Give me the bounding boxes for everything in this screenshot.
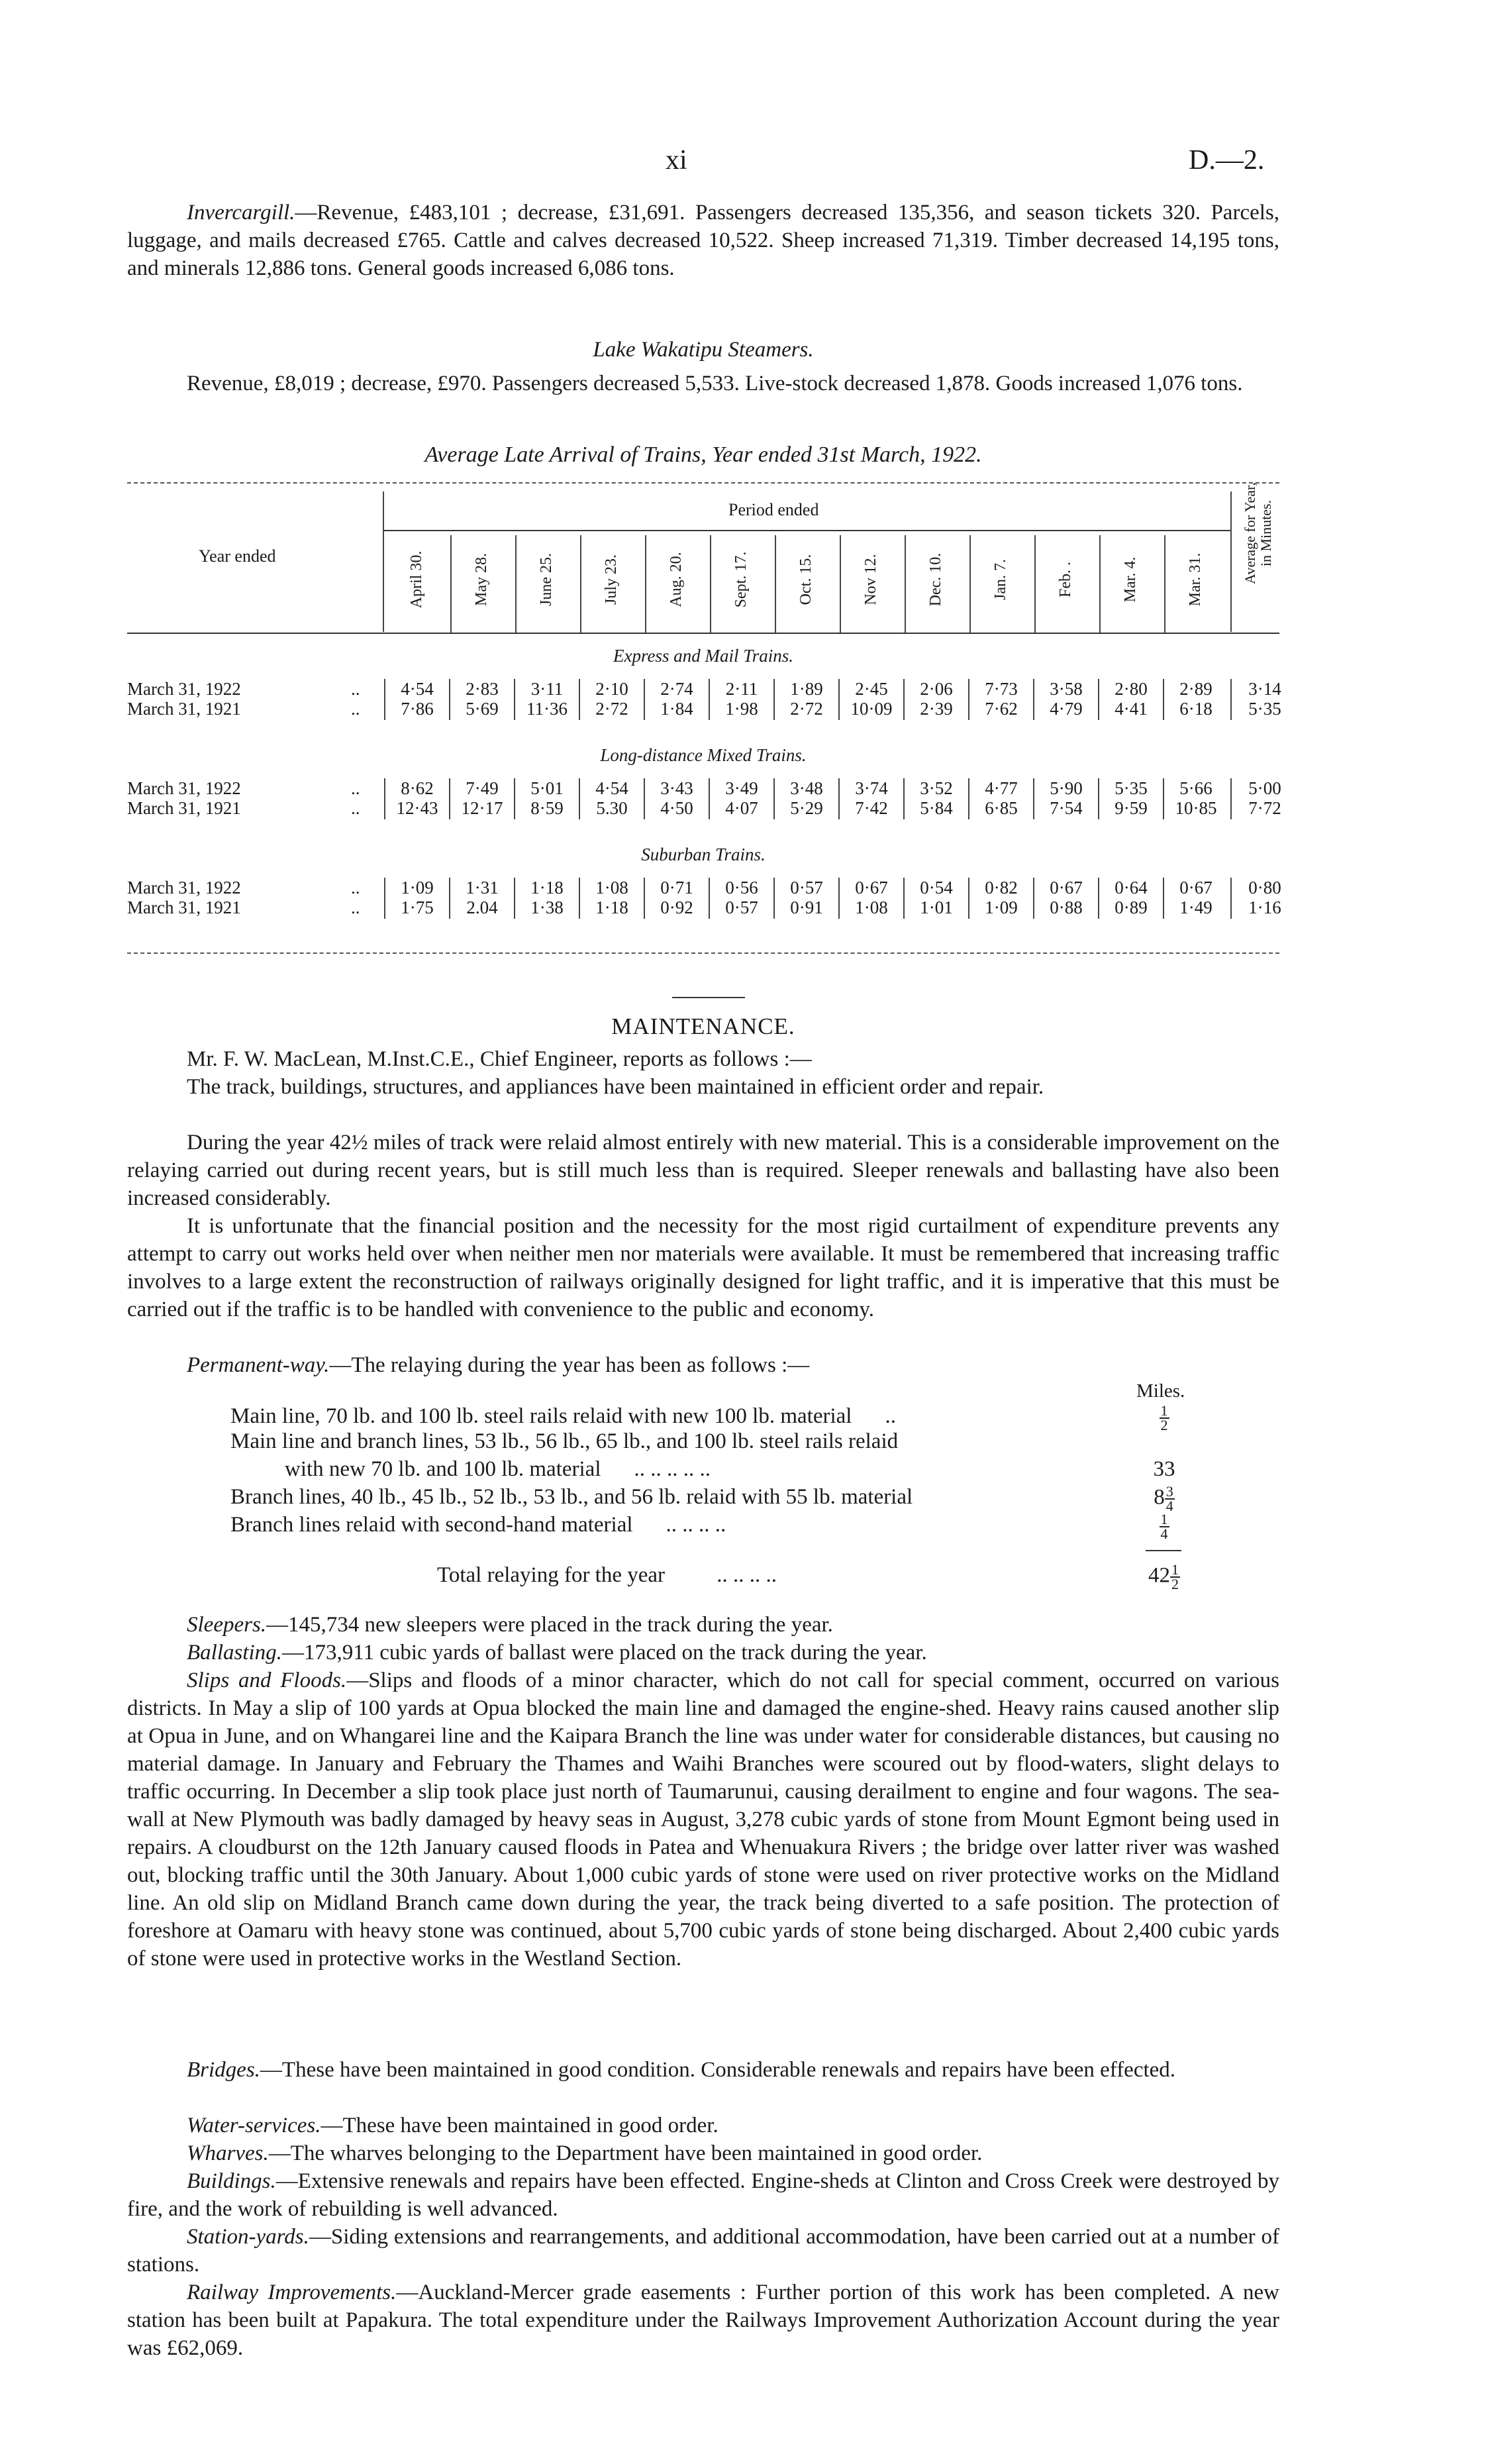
table-cell-rule — [449, 878, 450, 919]
bridges-text: —These have been maintained in good condition. Considerable renewals and repairs have been effected. — [260, 2058, 1176, 2082]
period-column-rule — [775, 535, 776, 633]
permanent-way-text: —The relaying during the year has been as follows :— — [329, 1353, 810, 1377]
period-column-rule — [580, 535, 581, 633]
relaying-row-miles — [1138, 1457, 1191, 1482]
table-cell: 0·67 — [1179, 878, 1213, 898]
maintenance-intro: Mr. F. W. MacLean, M.Inst.C.E., Chief Engineer, reports as follows :— — [187, 1047, 812, 1071]
invercargill-text: —Revenue, £483,101 ; decrease, £31,691. Passengers decreased 135,356, and season tickets 320. Parcels, luggage, and mails decreased £765. Cattle and calves decreased 10,522. Sheep increased 71,319. Timber decreased 14,195 tons, and minerals 12,886 tons. General goods increased 6,086 tons. — [127, 201, 1279, 280]
bridges-paragraph — [127, 2056, 1279, 2084]
table-cell: 0·67 — [1050, 878, 1083, 898]
table-cell: 5·35 — [1114, 778, 1148, 798]
maintenance-heading: MAINTENANCE. — [611, 1013, 795, 1039]
table-cell: 3·11 — [530, 679, 564, 699]
period-column-rule — [1164, 535, 1165, 633]
table-cell: 11·36 — [526, 699, 568, 719]
period-header: Mar. 4. — [1122, 556, 1139, 603]
water-services-paragraph — [127, 2112, 1279, 2139]
relaying-row-miles — [1138, 1485, 1191, 1513]
table-cell-rule — [384, 778, 385, 819]
table-cell: 6·18 — [1179, 699, 1213, 719]
section-divider — [672, 997, 745, 998]
table-cell-rule — [1033, 778, 1034, 819]
table-cell-rule — [579, 778, 580, 819]
table-cell: 8·62 — [401, 778, 434, 798]
table-cell: 4·07 — [725, 798, 758, 818]
page-number: xi — [666, 145, 687, 176]
table-cell-rule — [514, 778, 515, 819]
table-cell-rule — [1033, 679, 1034, 720]
table-average-cell: 0·80 — [1248, 878, 1281, 898]
period-column-rule — [1034, 535, 1036, 633]
total-whole: 42 — [1148, 1563, 1170, 1588]
table-cell: 3·49 — [725, 778, 758, 798]
miles-whole: 33 — [1153, 1457, 1175, 1481]
table-cell: 1·38 — [530, 898, 564, 917]
table-cell: 0·57 — [725, 898, 758, 917]
wharves-text: —The wharves belonging to the Department have been maintained in good order. — [268, 2141, 983, 2165]
header-average-rule — [1230, 491, 1232, 632]
station-yards-title: Station-yards. — [187, 2225, 309, 2249]
table-cell: 1·18 — [530, 878, 564, 898]
relaying-row-text: with new 70 lb. and 100 lb. material — [285, 1457, 601, 1481]
table-average-cell: 7·72 — [1248, 798, 1281, 818]
table-cell-rule — [1230, 679, 1232, 720]
average-column-header: Average for Year, in Minutes. — [1242, 482, 1274, 584]
table-cell-rule — [709, 778, 710, 819]
miles-fraction-den: 4 — [1165, 1498, 1173, 1514]
table-row-label: March 31, 1921 — [127, 798, 241, 818]
water-services-title: Water-services. — [187, 2114, 321, 2137]
table-cell: 4·79 — [1050, 699, 1083, 719]
table-cell-rule — [1163, 679, 1164, 720]
table-row-dots: .. — [351, 699, 360, 719]
table-cell-rule — [773, 878, 775, 919]
maintenance-paragraph-1: The track, buildings, structures, and appliances have been maintained in efficient order and repair. — [187, 1075, 1044, 1099]
table-cell: 7·42 — [855, 798, 888, 818]
total-relaying-value — [1138, 1563, 1191, 1591]
table-cell: 4·41 — [1114, 699, 1148, 719]
table-cell: 1·08 — [855, 898, 888, 917]
table-cell-rule — [903, 778, 905, 819]
period-column-rule — [969, 535, 971, 633]
table-cell-rule — [449, 778, 450, 819]
wakatipu-paragraph: Revenue, £8,019 ; decrease, £970. Passengers decreased 5,533. Live-stock decreased 1,878. Goods increased 1,076 tons. — [187, 372, 1243, 395]
table-cell-rule — [773, 778, 775, 819]
table-cell-rule — [1033, 878, 1034, 919]
table-cell-rule — [384, 878, 385, 919]
table-cell: 2·39 — [920, 699, 953, 719]
table-cell: 0·56 — [725, 878, 758, 898]
table-cell: 0·57 — [790, 878, 823, 898]
relaying-row — [230, 1485, 913, 1510]
water-services-text: —These have been maintained in good order. — [321, 2114, 718, 2137]
period-column-rule — [710, 535, 711, 633]
miles-fraction — [1165, 1485, 1175, 1513]
table-cell: 0·54 — [920, 878, 953, 898]
table-cell-rule — [968, 878, 969, 919]
table-cell-rule — [1163, 878, 1164, 919]
period-header: Nov 12. — [862, 554, 879, 605]
invercargill-paragraph — [127, 199, 1279, 282]
relaying-row-dots: .. .. .. .. .. — [634, 1457, 711, 1481]
table-cell: 5.30 — [596, 798, 628, 818]
table-cell-rule — [1230, 878, 1232, 919]
table-cell: 0·89 — [1114, 898, 1148, 917]
miles-fraction — [1160, 1513, 1169, 1541]
sleepers-paragraph — [127, 1611, 1279, 1639]
period-header: Oct. 15. — [797, 554, 815, 605]
period-header: Jan. 7. — [992, 559, 1009, 600]
table-cell: 1·09 — [401, 878, 434, 898]
period-header: Mar. 31. — [1187, 552, 1204, 607]
table-cell: 12·43 — [396, 798, 438, 818]
station-yards-text: —Siding extensions and rearrangements, and additional accommodation, have been carried out at a number of stations. — [127, 2225, 1279, 2277]
table-cell: 2·10 — [595, 679, 628, 699]
table-cell: 1·01 — [920, 898, 953, 917]
table-cell: 0·88 — [1050, 898, 1083, 917]
table-cell: 3·52 — [920, 778, 953, 798]
table-bottom-rule — [127, 952, 1279, 954]
table-cell-rule — [903, 878, 905, 919]
table-cell-rule — [579, 878, 580, 919]
header-bottom-rule — [127, 633, 1279, 634]
table-row-dots: .. — [351, 898, 360, 917]
table-row-label: March 31, 1921 — [127, 699, 241, 719]
permanent-way-paragraph — [127, 1351, 1279, 1379]
ballasting-text: —173,911 cubic yards of ballast were placed on the track during the year. — [281, 1641, 927, 1665]
period-column-rule — [515, 535, 517, 633]
total-fraction-num: 1 — [1171, 1561, 1179, 1578]
relaying-row — [230, 1513, 726, 1537]
railway-improvements-title: Railway Improvements. — [187, 2281, 397, 2304]
table-cell: 3·43 — [660, 778, 693, 798]
table-cell: 12·17 — [461, 798, 503, 818]
station-yards-paragraph — [127, 2223, 1279, 2279]
wharves-paragraph — [127, 2139, 1279, 2167]
table-cell-rule — [514, 878, 515, 919]
document-reference: D.—2. — [1189, 145, 1265, 176]
table-cell: 4·54 — [401, 679, 434, 699]
table-cell: 1·09 — [985, 898, 1018, 917]
table-cell: 2·80 — [1114, 679, 1148, 699]
period-header: Feb. . — [1057, 562, 1074, 597]
table-cell: 3·74 — [855, 778, 888, 798]
table-cell-rule — [384, 679, 385, 720]
table-cell-rule — [1098, 878, 1099, 919]
period-header: Dec. 10. — [927, 552, 944, 607]
table-cell-rule — [838, 778, 840, 819]
table-cell: 5·90 — [1050, 778, 1083, 798]
relaying-row-miles — [1138, 1513, 1191, 1541]
table-cell: 0·71 — [660, 878, 693, 898]
miles-fraction-den: 2 — [1160, 1417, 1168, 1433]
table-cell: 5·69 — [466, 699, 499, 719]
relaying-row-text: Branch lines, 40 lb., 45 lb., 52 lb., 53 lb., and 56 lb. relaid with 55 lb. material — [230, 1485, 913, 1509]
table-cell-rule — [514, 679, 515, 720]
period-column-rule — [645, 535, 646, 633]
table-cell: 7·54 — [1050, 798, 1083, 818]
miles-fraction-num: 1 — [1160, 1511, 1168, 1527]
table-cell: 1·84 — [660, 699, 693, 719]
period-column-rule — [840, 535, 841, 633]
table-cell: 1·75 — [401, 898, 434, 917]
table-cell: 6·85 — [985, 798, 1018, 818]
relaying-row — [230, 1429, 898, 1454]
miles-header: Miles. — [1136, 1380, 1185, 1402]
total-fraction-den: 2 — [1171, 1576, 1179, 1592]
table-cell: 2·72 — [595, 699, 628, 719]
miles-whole: 8 — [1154, 1485, 1165, 1510]
table-cell: 4·77 — [985, 778, 1018, 798]
table-cell-rule — [1098, 679, 1099, 720]
table-cell: 2·11 — [725, 679, 758, 699]
ballasting-title: Ballasting. — [187, 1641, 282, 1665]
period-column-rule — [905, 535, 906, 633]
table-cell: 2·89 — [1179, 679, 1213, 699]
table-cell: 4·50 — [660, 798, 693, 818]
miles-fraction-num: 1 — [1160, 1402, 1168, 1419]
period-header: Aug. 20. — [668, 552, 685, 607]
buildings-text: —Extensive renewals and repairs have been effected. Engine-sheds at Clinton and Cross Creek were destroyed by fire, and the work of rebuilding is well advanced. — [127, 2169, 1279, 2221]
relaying-row-text: Branch lines relaid with second-hand material — [230, 1513, 633, 1537]
table-cell: 1·08 — [595, 878, 628, 898]
table-row-label: March 31, 1922 — [127, 778, 241, 798]
miles-fraction-num: 3 — [1165, 1483, 1173, 1500]
permanent-way-title: Permanent-way. — [187, 1353, 330, 1377]
table-cell-rule — [644, 679, 645, 720]
table-average-cell: 5·35 — [1248, 699, 1281, 719]
relaying-row — [230, 1404, 896, 1429]
table-average-cell: 1·16 — [1248, 898, 1281, 917]
table-cell: 2·74 — [660, 679, 693, 699]
miles-fraction — [1160, 1404, 1169, 1432]
table-cell: 8·59 — [530, 798, 564, 818]
slips-title: Slips and Floods. — [187, 1668, 347, 1692]
table-cell: 10·09 — [850, 699, 893, 719]
total-relaying-label: Total relaying for the year — [437, 1563, 666, 1587]
table-cell-rule — [838, 679, 840, 720]
period-column-rule — [450, 535, 452, 633]
year-ended-header: Year ended — [199, 546, 276, 566]
table-cell: 2·72 — [790, 699, 823, 719]
period-header: July 23. — [603, 554, 620, 605]
maintenance-paragraph-2: During the year 42½ miles of track were relaid almost entirely with new material. This is a considerable improvement on the relaying carried out during recent years, but is still much less than is required. Sleeper renewals and ballasting have also been increased considerably. — [127, 1131, 1279, 1210]
slips-paragraph — [127, 1667, 1279, 1973]
period-header: April 30. — [408, 550, 425, 609]
period-header: May 28. — [473, 553, 490, 606]
table-cell-rule — [709, 679, 710, 720]
relaying-row-text: Main line, 70 lb. and 100 lb. steel rails relaid with new 100 lb. material — [230, 1404, 852, 1428]
table-cell: 9·59 — [1114, 798, 1148, 818]
table-cell-rule — [1098, 778, 1099, 819]
table-cell-rule — [903, 679, 905, 720]
header-left-rule — [383, 491, 384, 632]
table-cell: 7·86 — [401, 699, 434, 719]
railway-improvements-paragraph — [127, 2279, 1279, 2362]
period-header: June 25. — [538, 553, 555, 606]
table-cell: 3·48 — [790, 778, 823, 798]
ballasting-paragraph — [127, 1639, 1279, 1667]
table-cell: 0·92 — [660, 898, 693, 917]
table-top-rule — [127, 482, 1279, 484]
period-column-rule — [1099, 535, 1101, 633]
table-cell: 1·98 — [725, 699, 758, 719]
total-relaying-dots: .. .. .. .. — [717, 1563, 777, 1587]
table-cell: 2·83 — [466, 679, 499, 699]
table-row-label: March 31, 1922 — [127, 679, 241, 699]
table-cell: 4·54 — [595, 778, 628, 798]
table-cell: 10·85 — [1175, 798, 1217, 818]
table-cell: 2.04 — [466, 898, 498, 917]
table-cell: 0·91 — [790, 898, 823, 917]
table-cell: 1·49 — [1179, 898, 1213, 917]
table-cell: 3·58 — [1050, 679, 1083, 699]
table-cell-rule — [968, 778, 969, 819]
table-row-dots: .. — [351, 679, 360, 699]
buildings-title: Buildings. — [187, 2169, 276, 2193]
table-cell: 5·84 — [920, 798, 953, 818]
table-cell-rule — [1163, 778, 1164, 819]
relaying-row-dots: .. — [885, 1404, 896, 1428]
sleepers-title: Sleepers. — [187, 1613, 267, 1637]
table-cell: 2·45 — [855, 679, 888, 699]
period-ended-header: Period ended — [728, 500, 819, 519]
table-section-heading: Suburban Trains. — [641, 845, 766, 864]
relaying-row-dots: .. .. .. .. — [666, 1513, 726, 1537]
total-rule — [1146, 1550, 1181, 1551]
relaying-row — [285, 1457, 711, 1482]
slips-text: —Slips and floods of a minor character, which do not call for special comment, occurred on various districts. In May a slip of 100 yards at Opua blocked the main line and damaged the engine-shed. Heavy rains caused another slip at Opua in June, and on Whangarei line and the Kaipara Branch the line was under water for considerable distances, but causing no material damage. In January and February the Thames and Waihi Branches were scoured out by flood-waters, slight delays to traffic occurring. In December a slip took place just north of Taumarunui, causing derailment to engine and four wagons. The sea-wall at New Plymouth was badly damaged by heavy seas in August, 3,278 cubic yards of stone from Mount Egmont being used in repairs. A cloudburst on the 12th January caused floods in Patea and Whenuakura Rivers ; the bridge over latter river was washed out, blocking traffic until the 30th January. About 1,000 cubic yards of stone were used on river protective works on the Midland line. An old slip on Midland Branch came down during the year, the track being diverted to a safe position. The protection of foreshore at Oamaru with heavy stone was continued, about 5,700 cubic yards of stone being discharged. About 2,400 cubic yards of stone were used in protective works in the Westland Section. — [127, 1668, 1279, 1971]
table-average-cell: 3·14 — [1248, 679, 1281, 699]
table-row-label: March 31, 1921 — [127, 898, 241, 917]
table-cell: 5·01 — [530, 778, 564, 798]
table-cell: 0·67 — [855, 878, 888, 898]
table-cell-rule — [773, 679, 775, 720]
table-cell-rule — [449, 679, 450, 720]
table-cell: 5·29 — [790, 798, 823, 818]
invercargill-title: Invercargill. — [187, 201, 295, 225]
table-cell-rule — [644, 878, 645, 919]
table-average-cell: 5·00 — [1248, 778, 1281, 798]
buildings-paragraph — [127, 2167, 1279, 2223]
table-section-heading: Long-distance Mixed Trains. — [600, 745, 807, 765]
table-cell: 7·62 — [985, 699, 1018, 719]
table-cell-rule — [968, 679, 969, 720]
table-cell: 1·31 — [466, 878, 499, 898]
table-cell: 7·49 — [466, 778, 499, 798]
table-row-dots: .. — [351, 778, 360, 798]
bridges-title: Bridges. — [187, 2058, 260, 2082]
table-cell-rule — [1230, 778, 1232, 819]
wharves-title: Wharves. — [187, 2141, 269, 2165]
table-row-dots: .. — [351, 878, 360, 898]
table-row-dots: .. — [351, 798, 360, 818]
table-cell-rule — [579, 679, 580, 720]
table-cell-rule — [838, 878, 840, 919]
period-header: Sept. 17. — [732, 551, 750, 608]
total-relaying-row — [437, 1563, 777, 1588]
relaying-row-text: Main line and branch lines, 53 lb., 56 lb., 65 lb., and 100 lb. steel rails relaid — [230, 1429, 899, 1453]
sleepers-text: —145,734 new sleepers were placed in the track during the year. — [266, 1613, 833, 1637]
table-row-label: March 31, 1922 — [127, 878, 241, 898]
table-cell: 0·82 — [985, 878, 1018, 898]
table-cell: 1·89 — [790, 679, 823, 699]
table-cell: 0·64 — [1114, 878, 1148, 898]
table-cell-rule — [709, 878, 710, 919]
table-cell: 7·73 — [985, 679, 1018, 699]
late-arrival-table-title: Average Late Arrival of Trains, Year ended 31st March, 1922. — [424, 442, 982, 467]
total-fraction — [1170, 1563, 1180, 1591]
relaying-row-miles — [1138, 1404, 1191, 1432]
table-section-heading: Express and Mail Trains. — [613, 646, 794, 666]
table-cell: 5·66 — [1179, 778, 1213, 798]
railway-improvements-text: —Auckland-Mercer grade easements : Further portion of this work has been completed. A new station has been built at Papakura. The total expenditure under the Railways Improvement Authorization Account during the year was £62,069. — [127, 2281, 1280, 2360]
table-cell: 2·06 — [920, 679, 953, 699]
maintenance-paragraph-3: It is unfortunate that the financial position and the necessity for the most rigid curtailment of expenditure prevents any attempt to carry out works held over when neither men nor materials were available. It must be remembered that increasing traffic involves to a large extent the reconstruction of railways originally designed for light traffic, and it is imperative that this must be carried out if the traffic is to be handled with convenience to the public and economy. — [127, 1214, 1279, 1321]
table-cell: 1·18 — [595, 898, 628, 917]
miles-fraction-den: 4 — [1160, 1525, 1168, 1542]
table-cell-rule — [644, 778, 645, 819]
wakatipu-heading: Lake Wakatipu Steamers. — [593, 338, 814, 362]
